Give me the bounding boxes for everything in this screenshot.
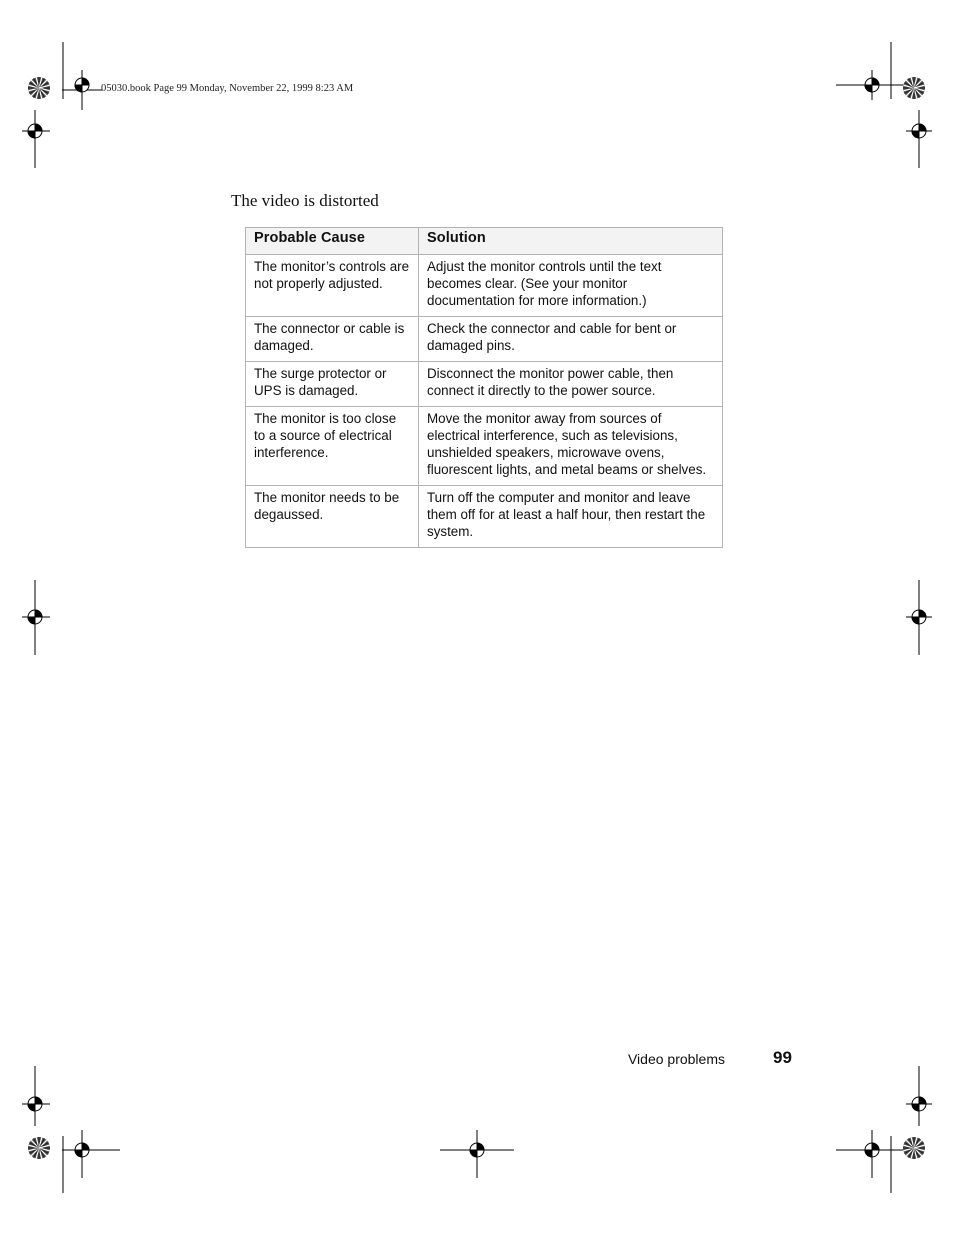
registration-target-icon	[62, 1130, 120, 1178]
table-row	[246, 362, 723, 407]
registration-target-icon	[22, 580, 50, 655]
table-row	[246, 255, 723, 317]
registration-target-icon	[440, 1130, 514, 1178]
starburst-icon	[903, 77, 925, 99]
cause-cell: The surge protector or UPS is damaged.	[246, 362, 419, 407]
registration-target-icon	[836, 70, 908, 100]
registration-target-icon	[906, 1066, 932, 1126]
print-header-info: 05030.book Page 99 Monday, November 22, 1999 8:23 AM	[101, 83, 354, 94]
registration-target-icon	[62, 70, 102, 110]
solution-cell: Disconnect the monitor power cable, then connect it directly to the power source.	[419, 362, 723, 407]
solution-cell: Move the monitor away from sources of electrical interference, such as televisions, unshielded speakers, microwave ovens, fluorescent lights, and metal beams or shelves.	[419, 407, 723, 486]
cause-cell: The monitor’s controls are not properly adjusted.	[246, 255, 419, 317]
registration-target-icon	[22, 1066, 50, 1126]
cause-cell: The monitor needs to be degaussed.	[246, 486, 419, 548]
table-row	[246, 317, 723, 362]
starburst-icon	[28, 1137, 50, 1159]
column-header-cause: Probable Cause	[246, 228, 419, 255]
cause-cell: The connector or cable is damaged.	[246, 317, 419, 362]
page-number: 99	[773, 1048, 792, 1067]
section-title: The video is distorted	[231, 191, 379, 210]
starburst-icon	[28, 77, 50, 99]
troubleshooting-table	[245, 227, 723, 548]
column-header-solution: Solution	[419, 228, 723, 255]
solution-cell: Adjust the monitor controls until the text becomes clear. (See your monitor documentation for more information.)	[419, 255, 723, 317]
registration-target-icon	[836, 1130, 908, 1178]
starburst-icon	[903, 1137, 925, 1159]
cause-cell: The monitor is too close to a source of electrical interference.	[246, 407, 419, 486]
registration-target-icon	[906, 580, 932, 655]
registration-target-icon	[22, 110, 50, 168]
solution-cell: Turn off the computer and monitor and leave them off for at least a half hour, then restart the system.	[419, 486, 723, 548]
footer-section-label: Video problems	[627, 1051, 725, 1067]
registration-target-icon	[906, 110, 932, 168]
table-row	[246, 486, 723, 548]
table-row	[246, 407, 723, 486]
table-header-row	[246, 228, 723, 255]
solution-cell: Check the connector and cable for bent or damaged pins.	[419, 317, 723, 362]
